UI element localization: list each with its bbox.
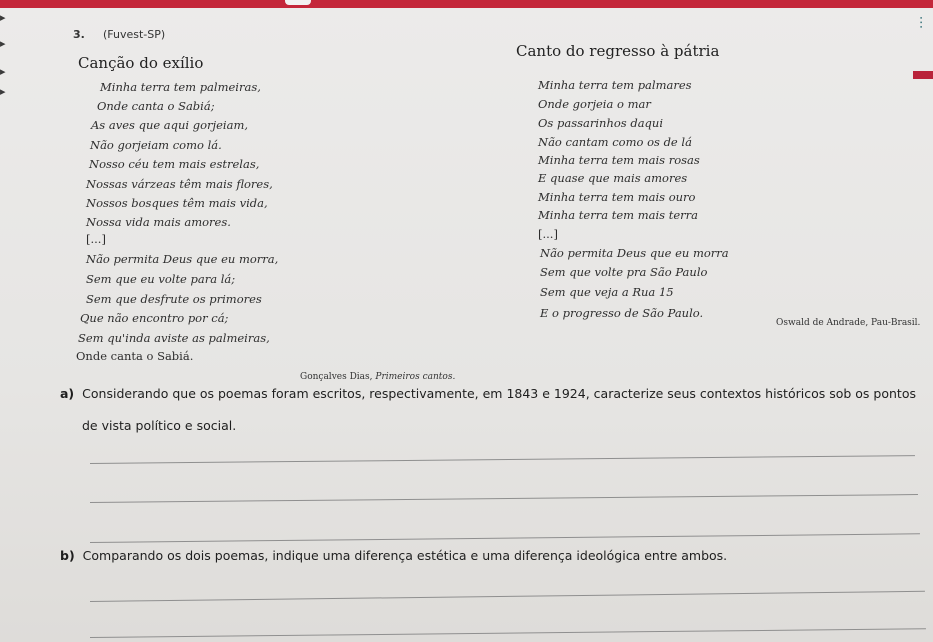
poem-right-line: Os passarinhos daqui bbox=[538, 116, 663, 130]
poem-left-ellipsis: [...] bbox=[86, 232, 106, 246]
poem-right-line: E o progresso de São Paulo. bbox=[540, 306, 704, 320]
poem-left-title: Canção do exílio bbox=[78, 54, 204, 72]
poem-left-caption: Gonçalves Dias, Primeiros cantos. bbox=[300, 372, 456, 382]
item-a-line1 bbox=[60, 385, 916, 403]
answer-line-a2[interactable] bbox=[90, 494, 918, 503]
poem-right-line: Minha terra tem mais ouro bbox=[538, 190, 696, 204]
item-a-text: Considerando que os poemas foram escritos, respectivamente, em 1843 e 1924, caracterize seus contextos históricos sob os pontos bbox=[82, 386, 916, 401]
answer-line-b2[interactable] bbox=[90, 628, 926, 638]
poem-left-line: Nossos bosques têm mais vida, bbox=[86, 196, 268, 210]
margin-arrow-icon: ▸ bbox=[0, 11, 6, 24]
poem-right-line: E quase que mais amores bbox=[538, 171, 688, 185]
top-bar-tab bbox=[285, 0, 311, 5]
question-source: (Fuvest-SP) bbox=[103, 28, 166, 41]
item-b-text: Comparando os dois poemas, indique uma diferença estética e uma diferença ideológica entre ambos. bbox=[82, 548, 728, 563]
margin-arrow-icon: ▸ bbox=[0, 37, 6, 50]
poem-left-line: Sem que eu volte para lá; bbox=[86, 272, 236, 286]
poem-left-line: Nossa vida mais amores. bbox=[86, 215, 231, 229]
page-corner-icon: ⫶ bbox=[918, 14, 923, 33]
poem-left-line: Sem qu'inda aviste as palmeiras, bbox=[78, 331, 270, 345]
poem-left-line: Onde canta o Sabiá. bbox=[76, 349, 194, 363]
poem-right-title: Canto do regresso à pátria bbox=[516, 42, 720, 60]
margin-arrow-icon: ▸ bbox=[0, 65, 6, 78]
poem-left-line: Nosso céu tem mais estrelas, bbox=[89, 157, 260, 171]
poem-right-line: Não permita Deus que eu morra bbox=[540, 246, 729, 260]
item-a-label: a) bbox=[60, 386, 75, 401]
answer-line-a1[interactable] bbox=[90, 455, 915, 464]
poem-left-line: Que não encontro por cá; bbox=[80, 311, 229, 325]
poem-right-line: Minha terra tem palmares bbox=[538, 78, 692, 92]
poem-left-line: Onde canta o Sabiá; bbox=[97, 99, 215, 113]
item-b-line bbox=[60, 547, 727, 565]
answer-line-a3[interactable] bbox=[90, 533, 920, 543]
item-a-line2: de vista político e social. bbox=[82, 418, 237, 433]
poem-left-line: As aves que aqui gorjeiam, bbox=[91, 118, 249, 132]
poem-right-line: Minha terra tem mais terra bbox=[538, 208, 698, 222]
poem-left-line: Nossas várzeas têm mais flores, bbox=[86, 177, 273, 191]
poem-left-line: Não gorjeiam como lá. bbox=[90, 138, 222, 152]
poem-left-line: Minha terra tem palmeiras, bbox=[100, 80, 261, 94]
poem-right-line: Não cantam como os de lá bbox=[538, 135, 692, 149]
margin-arrow-icon: ▸ bbox=[0, 85, 6, 98]
question-number: 3. bbox=[73, 28, 85, 41]
poem-right-line: Onde gorjeia o mar bbox=[538, 97, 651, 111]
poem-right-line: Sem que volte pra São Paulo bbox=[540, 265, 708, 279]
item-b-label: b) bbox=[60, 548, 75, 563]
poem-right-ellipsis: [...] bbox=[538, 227, 558, 241]
top-color-bar bbox=[0, 0, 933, 8]
poem-right-line: Minha terra tem mais rosas bbox=[538, 153, 700, 167]
margin-red-mark bbox=[913, 71, 933, 79]
poem-right-line: Sem que veja a Rua 15 bbox=[540, 285, 674, 299]
answer-line-b1[interactable] bbox=[90, 591, 925, 602]
poem-left-line: Não permita Deus que eu morra, bbox=[86, 252, 279, 266]
poem-right-caption: Oswald de Andrade, Pau-Brasil. bbox=[776, 318, 921, 328]
poem-left-line: Sem que desfrute os primores bbox=[86, 292, 262, 306]
